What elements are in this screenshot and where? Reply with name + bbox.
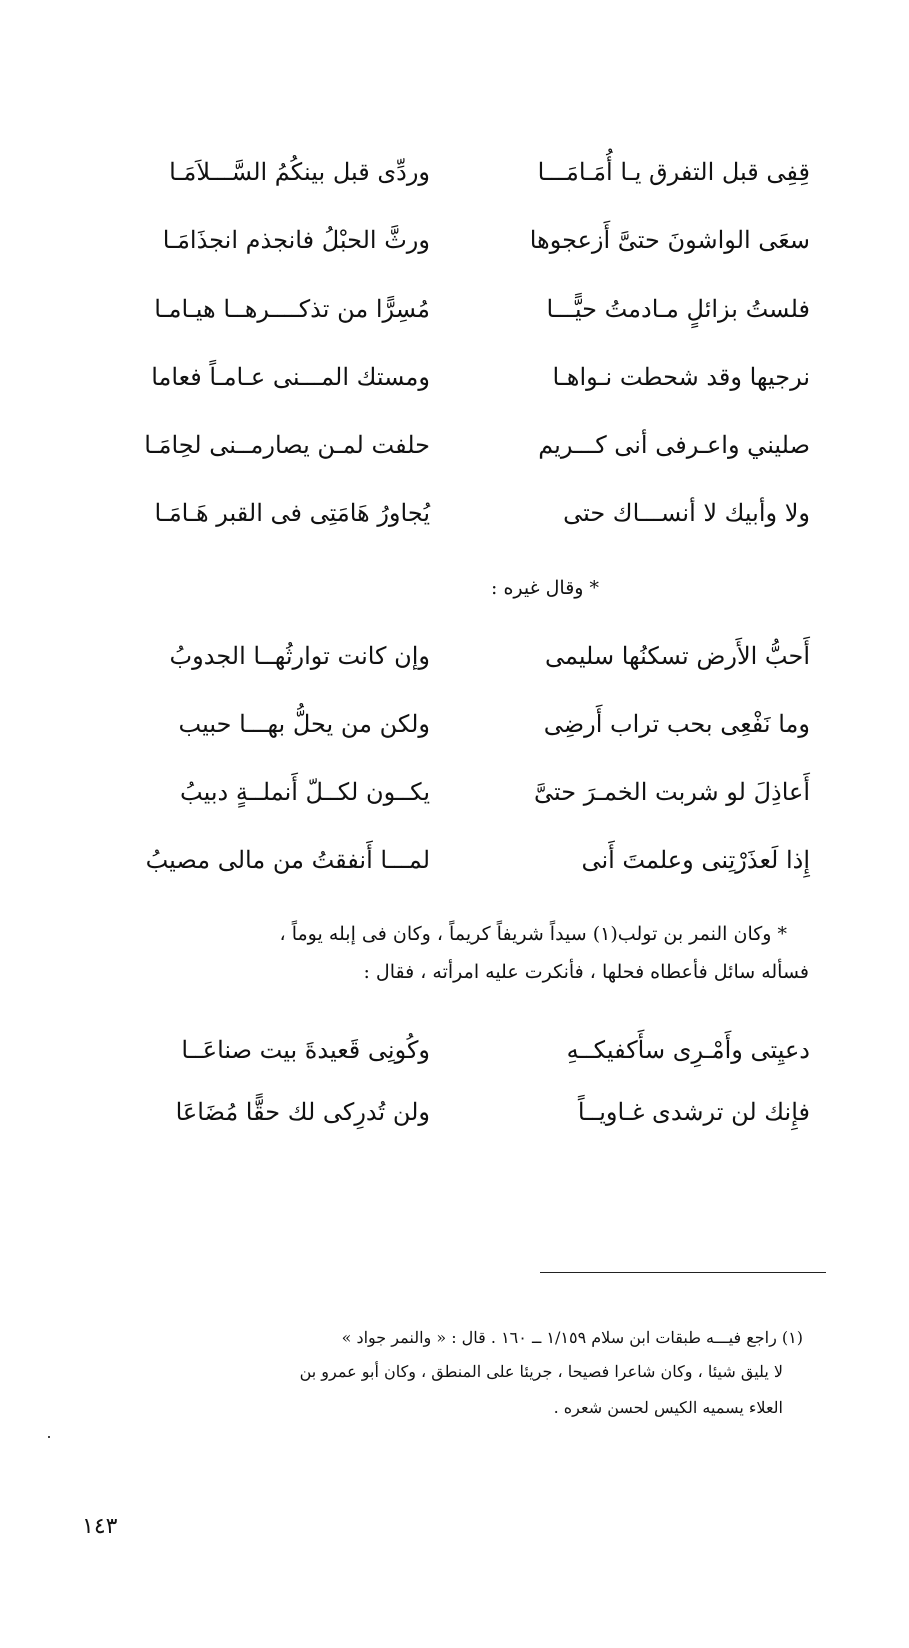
footnote-line: العلاء يسميه الكيس لحسن شعره . bbox=[553, 1398, 783, 1417]
verse-first-hemistich: قِفِى قبل التفرق يـا أُمَـامَـــا bbox=[537, 158, 810, 186]
narrative-line: * وكان النمر بن تولب(١) سيداً شريفاً كريماً ، وكان فى إبله يوماً ، bbox=[279, 923, 787, 945]
verse-second-hemistich: وإن كانت توارثُهــا الجدوبُ bbox=[169, 642, 430, 670]
verse-row bbox=[80, 355, 810, 399]
verse-first-hemistich: أَعاذِلَ لو شربت الخمـرَ حتىَّ bbox=[534, 778, 810, 806]
verse-first-hemistich: أَحبُّ الأَرض تسكنُها سليمى bbox=[544, 642, 810, 670]
verse-first-hemistich: وما نَفْعِى بحب تراب أَرضِى bbox=[543, 710, 810, 738]
narrative-line: فسأله سائل فأعطاه فحلها ، فأنكرت عليه امرأته ، فقال : bbox=[363, 961, 809, 983]
verse-row bbox=[80, 423, 810, 467]
verse-second-hemistich: يُجاورُ هَامَتِى فى القبر هَـامَـا bbox=[154, 499, 430, 527]
page-number: ١٤٣ bbox=[82, 1514, 118, 1539]
verse-first-hemistich: نرجيها وقد شحطت نـواهـا bbox=[552, 363, 810, 391]
verse-second-hemistich: ورثَّ الحبْلُ فانجذم انجذَامَـا bbox=[162, 226, 430, 254]
footnote-line: لا يليق شيئا ، وكان شاعرا فصيحا ، جريئا على المنطق ، وكان أبو عمرو بن bbox=[299, 1362, 783, 1381]
verse-second-hemistich: وردِّى قبل بينكُمُ السَّـــلاَمَـا bbox=[169, 158, 430, 186]
verse-second-hemistich: يكــون لكــلّ أَنملــةٍ دبيبُ bbox=[180, 778, 430, 806]
verse-first-hemistich: سعَى الواشونَ حتىَّ أَزعجوها bbox=[529, 226, 810, 254]
verse-row bbox=[80, 770, 810, 814]
verse-row bbox=[80, 491, 810, 535]
verse-second-hemistich: ومستك المـــنى عـامـاً فعاما bbox=[151, 363, 430, 391]
verse-first-hemistich: إِذا لَعذَرْتِنى وعلمتَ أَنى bbox=[581, 846, 810, 874]
verse-second-hemistich: مُسِرًّا من تذكــــرهــا هيـامـا bbox=[154, 295, 430, 323]
verse-first-hemistich: صليني واعـرفى أنى كـــريم bbox=[538, 431, 810, 459]
verse-second-hemistich: وكُونِى قَعيدةَ بيت صناعَــا bbox=[181, 1036, 430, 1064]
verse-first-hemistich: دعيِتى وأَمْـرِى سأَكفيكــهِ bbox=[566, 1036, 810, 1064]
footnote-line: (١) راجع فيـــه طبقات ابن سلام ١/١٥٩ ــ ١٦٠ . قال : « والنمر جواد » bbox=[341, 1328, 803, 1347]
verse-row bbox=[80, 1028, 810, 1072]
verse-second-hemistich: حلفت لمـن يصارمــنى لحِامَـا bbox=[144, 431, 430, 459]
poem-intro: * وقال غيره : bbox=[491, 577, 599, 599]
verse-row bbox=[80, 838, 810, 882]
verse-first-hemistich: فإِنك لن ترشدى غـاويــاً bbox=[577, 1098, 810, 1126]
verse-row bbox=[80, 634, 810, 678]
verse-row bbox=[80, 702, 810, 746]
verse-row bbox=[80, 1090, 810, 1134]
print-speck bbox=[48, 1436, 50, 1438]
verse-row bbox=[80, 218, 810, 262]
verse-second-hemistich: لمـــا أَنفقتُ من مالى مصيبُ bbox=[145, 846, 430, 874]
verse-first-hemistich: فلستُ بزائلٍ مـادمتُ حيًّـــا bbox=[546, 295, 810, 323]
verse-row bbox=[80, 287, 810, 331]
verse-row bbox=[80, 150, 810, 194]
verse-second-hemistich: ولن تُدرِكى لك حقًّا مُضَاعَا bbox=[175, 1098, 430, 1126]
verse-first-hemistich: ولا وأبيك لا أنســـاك حتى bbox=[563, 499, 810, 527]
verse-second-hemistich: ولكن من يحلُّ بهـــا حبيب bbox=[178, 710, 430, 738]
footnote-divider bbox=[540, 1272, 826, 1273]
